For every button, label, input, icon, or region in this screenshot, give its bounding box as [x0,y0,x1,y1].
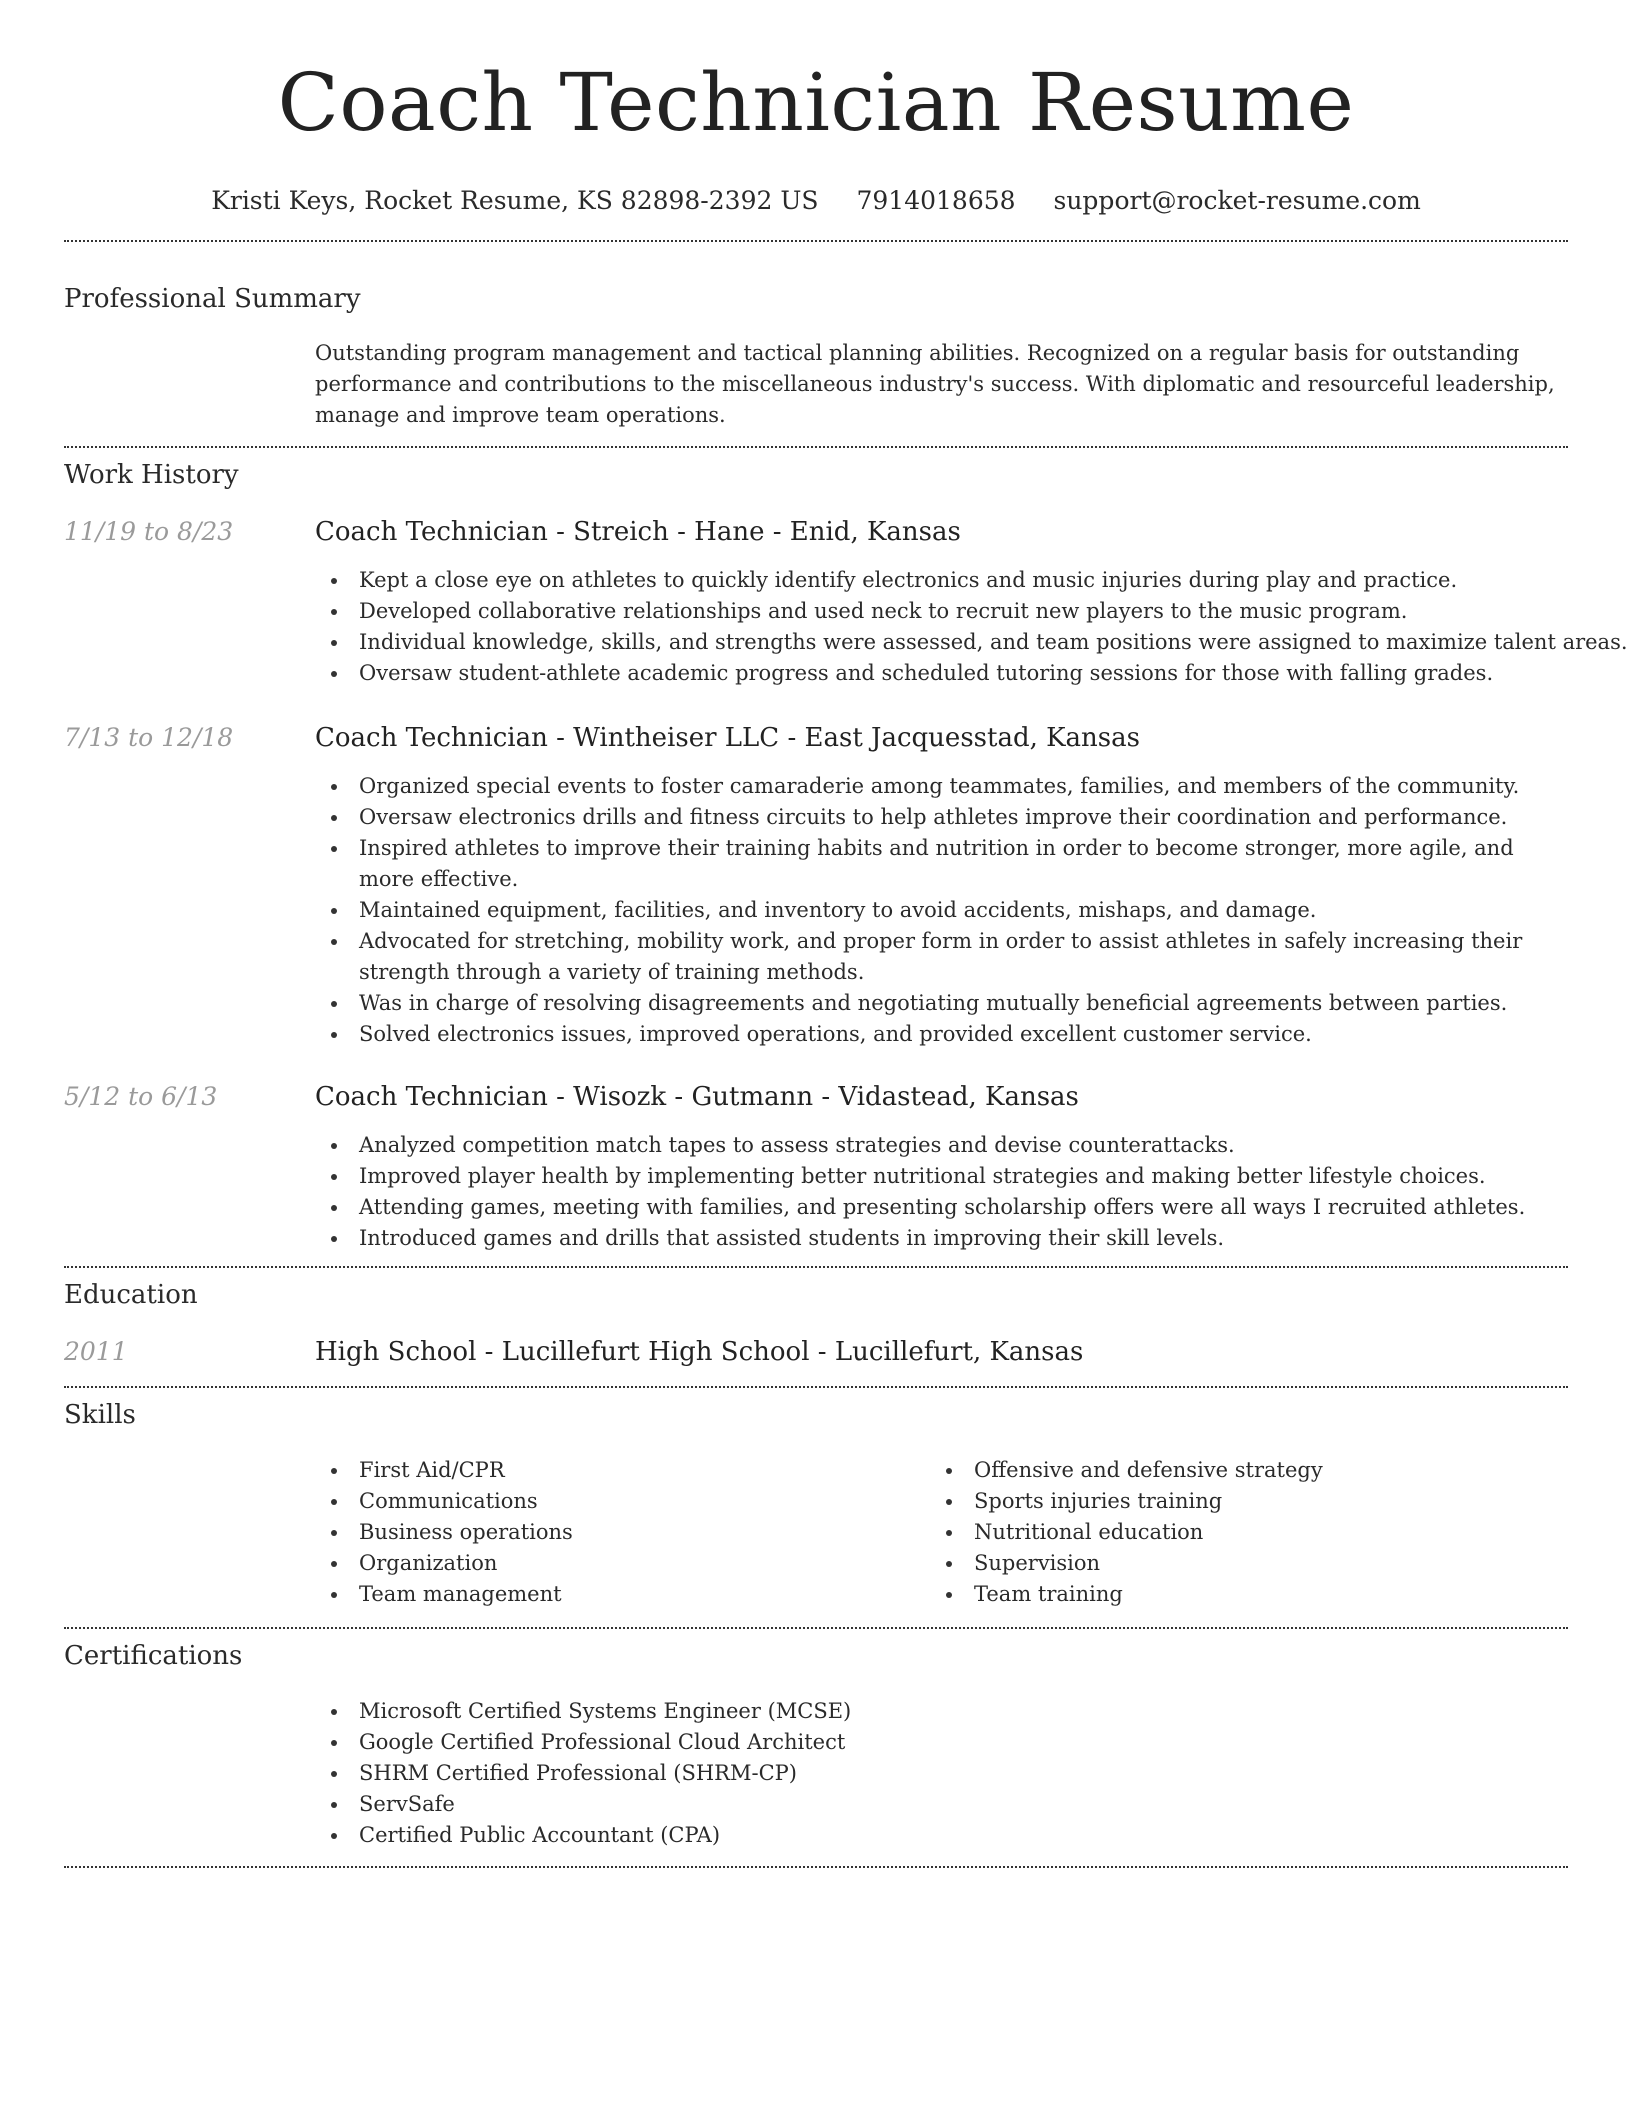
contact-email[interactable]: support@rocket-resume.com [1053,186,1421,215]
job-dates: 7/13 to 12/18 [64,723,234,752]
list-item: Was in charge of resolving disagreements and negotiating mutually beneficial agreements between parties. [359,988,1568,1019]
list-item: Attending games, meeting with families, and presenting scholarship offers were all ways I recruited athletes. [359,1192,1568,1223]
school: - Lucillefurt High School - Lucillefurt, Kansas [476,1337,1084,1367]
education-heading: Education [64,1280,198,1310]
contact-phone: 7914018658 [856,186,1016,215]
education-year: 2011 [64,1337,128,1366]
divider [64,446,1568,448]
list-item: Team management [359,1579,919,1610]
list-item: Google Certified Professional Cloud Architect [359,1727,1568,1758]
list-item: First Aid/CPR [359,1455,919,1486]
divider [64,1866,1568,1868]
list-item: Offensive and defensive strategy [974,1455,1564,1486]
list-item: SHRM Certified Professional (SHRM-CP) [359,1758,1568,1789]
divider [64,1266,1568,1268]
skills-heading: Skills [64,1400,136,1430]
job-dates: 11/19 to 8/23 [64,517,234,546]
list-item: Kept a close eye on athletes to quickly identify electronics and music injuries during play and practice. [359,565,1589,596]
job-title: Coach Technician - Streich - Hane - Enid, Kansas [315,517,961,547]
list-item: Business operations [359,1517,919,1548]
education-entry [315,1335,1083,1369]
list-item: Improved player health by implementing better nutritional strategies and making better lifestyle choices. [359,1161,1568,1192]
job-bullets [315,565,1628,689]
list-item: Individual knowledge, skills, and strengths were assessed, and team positions were assigned to maximize talent areas. [359,627,1589,658]
job-bullets [315,1130,1568,1254]
list-item: Developed collaborative relationships and used neck to recruit new players to the music program. [359,596,1589,627]
summary-text: Outstanding program management and tactical planning abilities. Recognized on a regular basis for outstanding performance and contributions to the miscellaneous industry's success. With diplomatic and resourceful leadership, manage and improve team operations. [315,341,1555,427]
list-item: Maintained equipment, facilities, and inventory to avoid accidents, mishaps, and damage. [359,895,1568,926]
list-item: Oversaw student-athlete academic progress and scheduled tutoring sessions for those with falling grades. [359,658,1589,689]
skills-list-left [315,1455,919,1610]
summary-heading: Professional Summary [64,284,361,314]
list-item: Organization [359,1548,919,1579]
contact-address: Kristi Keys, Rocket Resume, KS 82898-2392 US [211,186,819,215]
job-dates: 5/12 to 6/13 [64,1082,218,1111]
list-item: Advocated for stretching, mobility work, and proper form in order to assist athletes in safely increasing their strength through a variety of training methods. [359,926,1568,988]
list-item: ServSafe [359,1789,1568,1820]
job-title: Coach Technician - Wisozk - Gutmann - Vidastead, Kansas [315,1082,1079,1112]
list-item: Inspired athletes to improve their training habits and nutrition in order to become stronger, more agile, and more effective. [359,833,1568,895]
job-title: Coach Technician - Wintheiser LLC - East Jacquesstad, Kansas [315,723,1140,753]
list-item: Supervision [974,1548,1564,1579]
list-item: Solved electronics issues, improved operations, and provided excellent customer service. [359,1019,1568,1050]
job-bullets [315,771,1568,1050]
list-item: Introduced games and drills that assisted students in improving their skill levels. [359,1223,1568,1254]
resume-title: Coach Technician Resume [277,56,1355,149]
list-item: Team training [974,1579,1564,1610]
certifications-heading: Certifications [64,1641,243,1671]
list-item: Communications [359,1486,919,1517]
contact-line [0,183,1632,219]
list-item: Microsoft Certified Systems Engineer (MCSE) [359,1696,1568,1727]
list-item: Nutritional education [974,1517,1564,1548]
list-item: Certified Public Accountant (CPA) [359,1820,1568,1851]
divider [64,1627,1568,1629]
divider [64,1386,1568,1388]
list-item: Organized special events to foster camaraderie among teammates, families, and members of the community. [359,771,1568,802]
certifications-list [315,1696,1568,1851]
list-item: Oversaw electronics drills and fitness circuits to help athletes improve their coordination and performance. [359,802,1568,833]
list-item: Sports injuries training [974,1486,1564,1517]
divider [64,240,1568,242]
degree: High School [315,1337,477,1367]
work-history-heading: Work History [64,460,239,490]
skills-list-right [930,1455,1564,1610]
list-item: Analyzed competition match tapes to assess strategies and devise counterattacks. [359,1130,1568,1161]
